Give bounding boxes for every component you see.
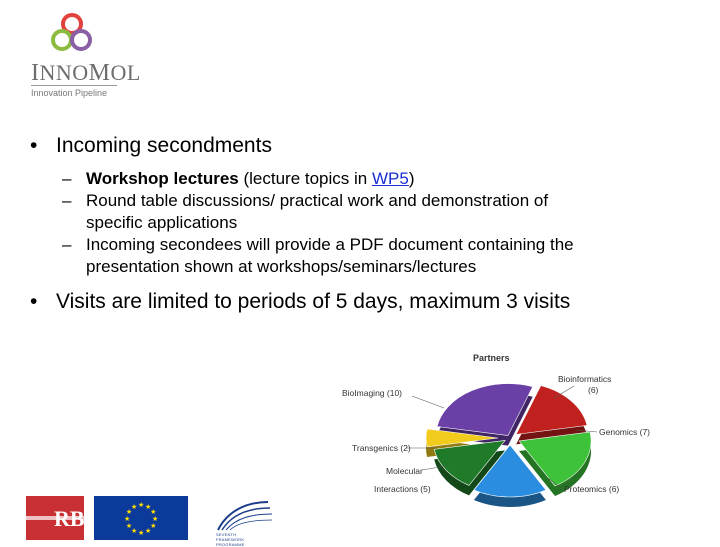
eu-flag-logo — [94, 496, 188, 540]
subbullet-workshop-lectures: – Workshop lectures (lecture topics in WP5) — [62, 169, 415, 188]
eu-star-icon: ★ — [138, 530, 145, 537]
subbullet-round-table: – Round table discussions/ practical work and demonstration of specific applications — [62, 191, 549, 232]
label-molecular-line1: Molecular — [386, 466, 423, 476]
eu-star-icon: ★ — [152, 516, 159, 523]
bullet-visits-limited: • Visits are limited to periods of 5 days, maximum 3 visits — [30, 290, 571, 313]
label-genomics: Genomics (7) — [599, 427, 651, 437]
partners-pie-chart — [340, 346, 670, 506]
innomol-logo — [28, 12, 141, 102]
eu-star-icon: ★ — [150, 509, 157, 516]
eu-star-icon: ★ — [150, 523, 157, 530]
chart-title: Partners — [473, 353, 510, 363]
pie-slice-bioimaging — [437, 384, 533, 436]
logo-subtitle: Innovation Pipeline — [31, 85, 117, 98]
label-molecular-line2: Interactions (5) — [374, 484, 431, 494]
eu-stars-icon — [94, 496, 188, 540]
eu-star-icon: ★ — [125, 509, 133, 516]
eu-star-icon: ★ — [131, 503, 138, 511]
label-transgenics: Transgenics (2) — [352, 443, 411, 453]
logo-ring-purple — [72, 31, 90, 49]
logo-title: INNOMOL — [31, 60, 141, 86]
eu-star-icon: ★ — [145, 503, 152, 511]
rb-institute-logo: RB — [26, 496, 84, 540]
fp7-caption: SEVENTH FRAMEWORK PROGRAMME — [216, 532, 245, 547]
logo-ring-green — [53, 31, 71, 49]
leader-line-bioimaging — [412, 396, 444, 408]
innomol-rings-icon — [48, 12, 96, 58]
wp5-link[interactable]: WP5 — [371, 169, 409, 188]
slide-body — [30, 132, 690, 316]
label-bioinformatics-value: (6) — [588, 385, 599, 395]
bullet-dot: • — [30, 134, 38, 157]
eu-star-icon: ★ — [145, 528, 152, 536]
label-bioinformatics-line1: Bioinformatics — [558, 374, 612, 384]
eu-star-icon: ★ — [131, 528, 138, 536]
subbullet-pdf-document: – Incoming secondees will provide a PDF document containing the presentation shown at workshops/seminars/lectures — [62, 235, 574, 276]
bullet-incoming-secondments: • Incoming secondments — [30, 132, 690, 160]
eu-star-icon: ★ — [125, 523, 133, 530]
label-bioimaging: BioImaging (10) — [342, 388, 403, 398]
label-proteomics: Proteomics (6) — [564, 484, 620, 494]
eu-star-icon: ★ — [138, 502, 145, 509]
eu-star-icon: ★ — [124, 516, 131, 523]
